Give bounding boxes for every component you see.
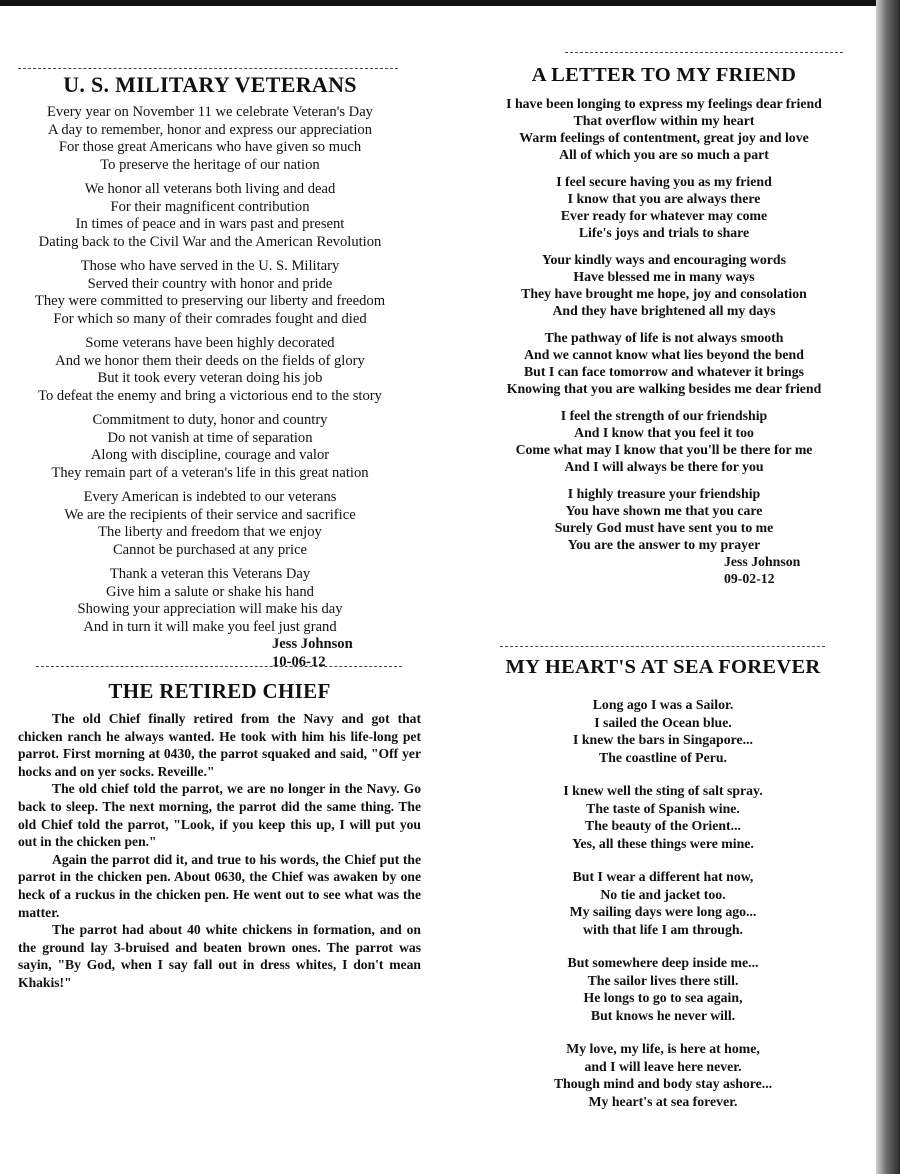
poem-line: But somewhere deep inside me... xyxy=(567,955,759,970)
sea-poem xyxy=(486,654,840,1110)
retired-chief-body xyxy=(18,710,421,992)
story-paragraph: The old chief told the parrot, we are no longer in the Navy. Go back to sleep. The next morning, the parrot did the same thing. The old Chief told the parrot, "Look, if you keep this up, I will put you out in the chicken pen." xyxy=(18,781,421,850)
poem-line: I highly treasure your friendship xyxy=(567,486,761,501)
retired-chief-story xyxy=(18,678,421,992)
sea-title: MY HEART'S AT SEA FOREVER xyxy=(505,656,821,678)
poem-line: But knows he never will. xyxy=(590,1007,736,1023)
poem-line: And we honor them their deeds on the fields of glory xyxy=(55,352,365,369)
veterans-author: Jess Johnson xyxy=(272,636,353,652)
veterans-stanza xyxy=(10,412,410,482)
poem-line: I knew well the sting of salt spray. xyxy=(563,783,763,798)
poem-line: They have brought me hope, joy and consolation xyxy=(521,286,807,301)
sea-stanza xyxy=(486,1040,840,1110)
poem-line: Surely God must have sent you to me xyxy=(554,520,774,535)
sea-stanza xyxy=(486,868,840,938)
veterans-stanza xyxy=(10,181,410,251)
poem-line: Life's joys and trials to share xyxy=(578,225,750,240)
poem-line: We are the recipients of their service and sacrifice xyxy=(64,506,356,523)
poem-line: That overflow within my heart xyxy=(573,113,755,128)
poem-line: I know that you are always there xyxy=(567,191,761,206)
page-top-border xyxy=(0,0,900,6)
poem-line: I feel secure having you as my friend xyxy=(556,174,772,189)
letter-stanza xyxy=(478,95,850,163)
poem-line: The pathway of life is not always smooth xyxy=(544,330,784,345)
separator-sea-top xyxy=(500,646,825,647)
poem-line: Ever ready for whatever may come xyxy=(560,208,768,223)
poem-line: Showing your appreciation will make his day xyxy=(77,601,343,617)
letter-stanza xyxy=(478,329,850,397)
poem-line: Those who have served in the U. S. Military xyxy=(80,258,340,274)
letter-title: A LETTER TO MY FRIEND xyxy=(531,64,797,86)
letter-author: Jess Johnson xyxy=(724,554,801,569)
poem-line: And in turn it will make you feel just grand xyxy=(83,618,337,635)
separator-veterans-top xyxy=(18,68,398,69)
sea-stanza xyxy=(486,782,840,852)
veterans-stanza xyxy=(10,335,410,405)
poem-line: The liberty and freedom that we enjoy xyxy=(98,524,322,540)
poem-line: Some veterans have been highly decorated xyxy=(85,335,335,351)
poem-line: You have shown me that you care xyxy=(565,503,763,518)
separator-letter-top xyxy=(565,52,843,53)
poem-line: No tie and jacket too. xyxy=(600,886,726,902)
poem-line: You are the answer to my prayer xyxy=(567,537,761,552)
poem-line: And we cannot know what lies beyond the bend xyxy=(524,347,804,362)
poem-line: And they have brightened all my days xyxy=(552,303,776,318)
veterans-stanza xyxy=(10,258,410,328)
poem-line: Warm feelings of contentment, great joy and love xyxy=(519,130,809,145)
letter-poem xyxy=(478,62,850,587)
poem-line: And I will always be there for you xyxy=(564,459,764,474)
veterans-title: U. S. MILITARY VETERANS xyxy=(63,72,357,97)
poem-line: Come what may I know that you'll be there for me xyxy=(515,442,813,457)
poem-line: Have blessed me in many ways xyxy=(573,269,755,284)
letter-stanza xyxy=(478,251,850,319)
sea-stanza xyxy=(486,954,840,1024)
poem-line: and I will leave here never. xyxy=(584,1058,742,1074)
poem-line: We honor all veterans both living and dead xyxy=(84,181,336,197)
scan-page-edge xyxy=(876,0,900,1174)
poem-line: Though mind and body stay ashore... xyxy=(553,1076,773,1091)
poem-line: Every year on November 11 we celebrate Veteran's Day xyxy=(47,104,373,120)
poem-line: For those great Americans who have given so much xyxy=(58,139,362,155)
poem-line: My love, my life, is here at home, xyxy=(566,1041,760,1056)
poem-line: And I know that you feel it too xyxy=(574,425,754,440)
poem-line: I have been longing to express my feelings dear friend xyxy=(506,96,822,111)
veterans-stanza xyxy=(10,104,410,174)
veterans-date: 10-06-12 xyxy=(272,653,326,670)
poem-line: Dating back to the Civil War and the American Revolution xyxy=(38,233,382,250)
story-paragraph: The old Chief finally retired from the Navy and got that chicken ranch he always wanted. He took with him his life-long pet parrot. First morning at 0430, the parrot squaked and said, "Off yer hocks and on yer socks. Reveille." xyxy=(18,711,421,779)
poem-line: Served their country with honor and pride xyxy=(87,275,333,292)
poem-line: For which so many of their comrades fought and died xyxy=(53,310,367,327)
poem-line: Thank a veteran this Veterans Day xyxy=(109,566,311,582)
retired-chief-title: THE RETIRED CHIEF xyxy=(108,679,331,703)
story-paragraph: The parrot had about 40 white chickens in formation, and on the ground lay 3-bruised and beaten brown ones. The parrot was sayin, "By God, when I say fall out in dress whites, I don't mean Khakis!" xyxy=(18,922,421,990)
poem-line: The coastline of Peru. xyxy=(599,749,727,765)
poem-line: Yes, all these things were mine. xyxy=(572,835,754,851)
poem-line: A day to remember, honor and express our appreciation xyxy=(47,121,373,138)
poem-line: I feel the strength of our friendship xyxy=(560,408,768,423)
poem-line: Cannot be purchased at any price xyxy=(112,541,308,558)
poem-line: Knowing that you are walking besides me dear friend xyxy=(506,381,822,396)
poem-line: Long ago I was a Sailor. xyxy=(592,697,734,712)
poem-line: Along with discipline, courage and valor xyxy=(90,447,330,463)
poem-line: Give him a salute or shake his hand xyxy=(106,583,314,600)
poem-line: All of which you are so much a part xyxy=(559,147,769,162)
letter-stanza xyxy=(478,173,850,241)
poem-line: Commitment to duty, honor and country xyxy=(92,412,328,428)
poem-line: The sailor lives there still. xyxy=(587,972,739,988)
poem-line: They were committed to preserving our liberty and freedom xyxy=(34,293,386,309)
letter-date: 09-02-12 xyxy=(724,571,775,586)
poem-line: My sailing days were long ago... xyxy=(569,904,757,919)
poem-line: with that life I am through. xyxy=(583,921,743,937)
poem-line: For their magnificent contribution xyxy=(110,198,310,215)
letter-stanza xyxy=(478,407,850,475)
story-paragraph: Again the parrot did it, and true to his words, the Chief put the parrot in the chicken pen. About 0630, the Chief was awaken by one heck of a ruckus in the chicken pen. He went out to see what was the matter. xyxy=(18,851,421,920)
poem-line: In times of peace and in wars past and present xyxy=(75,216,345,232)
poem-line: But it took every veteran doing his job xyxy=(97,370,323,386)
poem-line: The taste of Spanish wine. xyxy=(586,800,740,816)
poem-line: Your kindly ways and encouraging words xyxy=(542,252,786,267)
sea-stanza xyxy=(486,696,840,766)
letter-stanza xyxy=(478,485,850,553)
veterans-poem xyxy=(10,72,410,671)
poem-line: To preserve the heritage of our nation xyxy=(100,156,320,173)
poem-line: The beauty of the Orient... xyxy=(585,818,741,833)
poem-line: To defeat the enemy and bring a victorious end to the story xyxy=(38,387,382,404)
poem-line: I sailed the Ocean blue. xyxy=(594,714,732,730)
poem-line: But I wear a different hat now, xyxy=(572,869,754,884)
poem-line: My heart's at sea forever. xyxy=(588,1093,738,1109)
poem-line: They remain part of a veteran's life in this great nation xyxy=(51,464,369,481)
poem-line: Do not vanish at time of separation xyxy=(107,429,313,446)
poem-line: But I can face tomorrow and whatever it brings xyxy=(523,364,804,379)
veterans-stanza xyxy=(10,489,410,559)
poem-line: Every American is indebted to our veterans xyxy=(83,489,337,505)
poem-line: He longs to go to sea again, xyxy=(583,990,743,1005)
veterans-stanza xyxy=(10,566,410,636)
poem-line: I knew the bars in Singapore... xyxy=(573,732,753,747)
